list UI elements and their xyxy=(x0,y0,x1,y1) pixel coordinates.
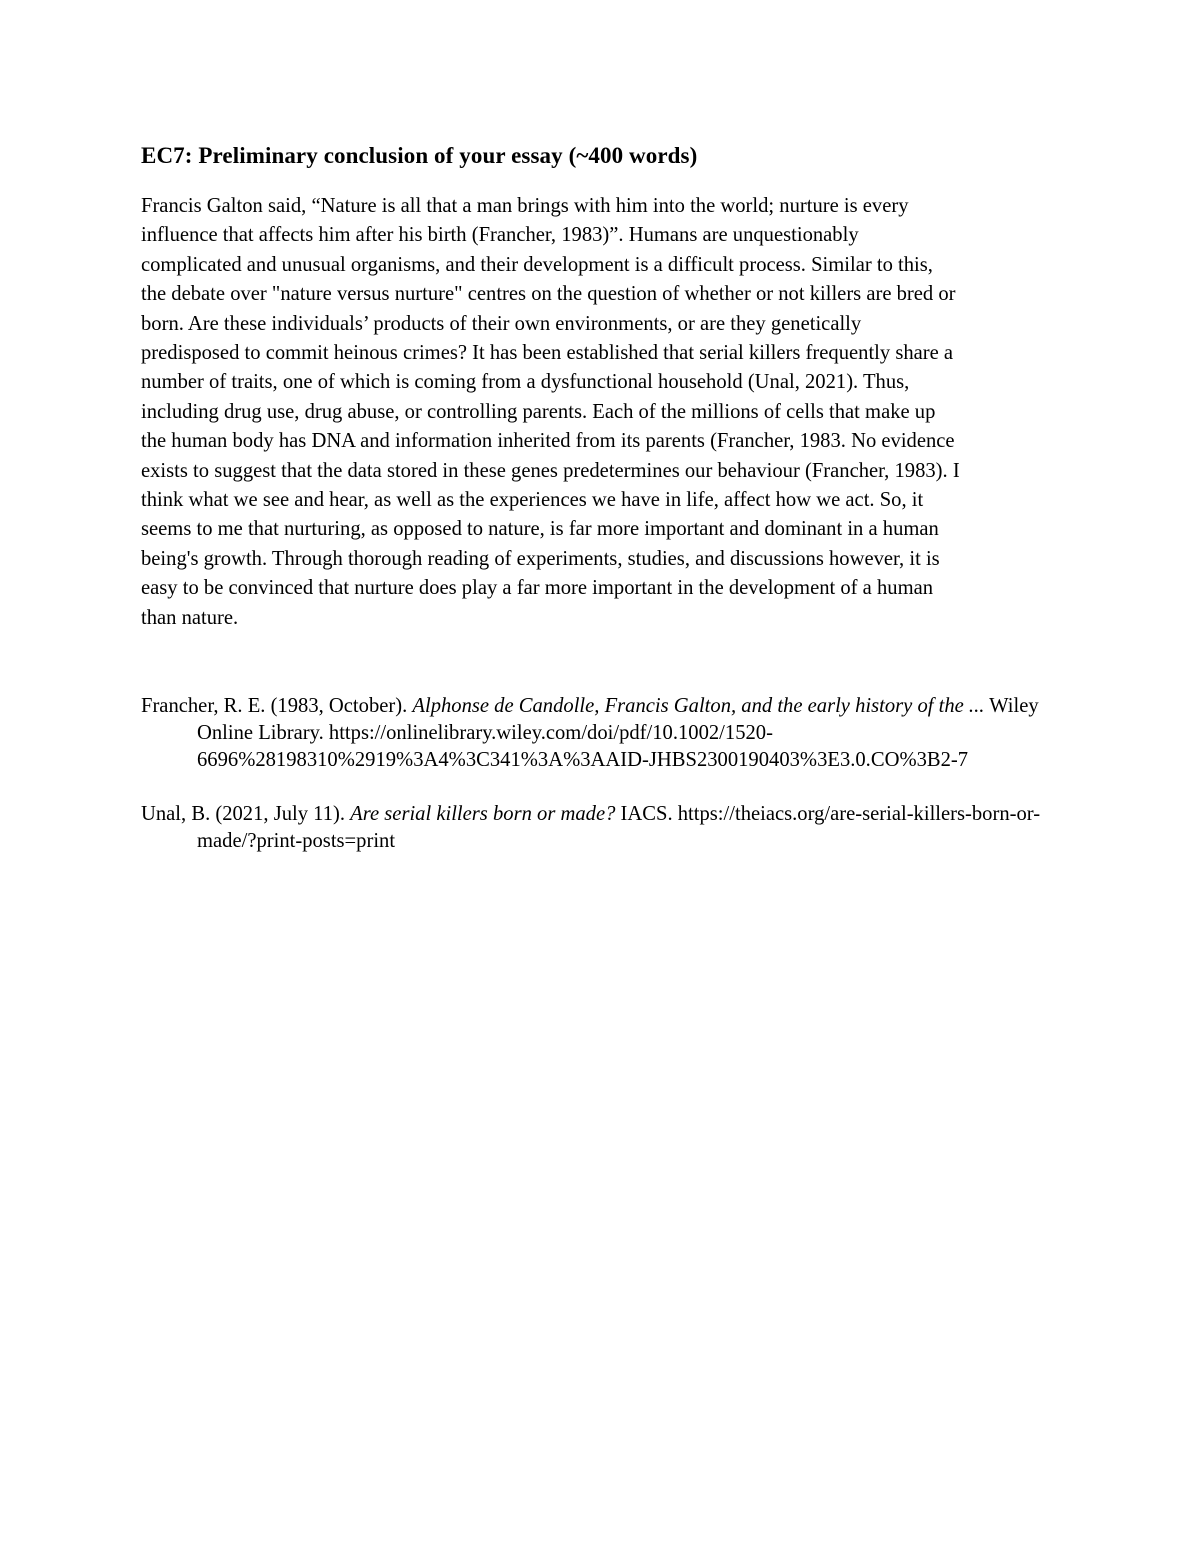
paragraph-line: seems to me that nurturing, as opposed to nature, is far more important and dominant in a human xyxy=(141,518,939,541)
paragraph-line: influence that affects him after his birth (Francher, 1983)”. Humans are unquestionably xyxy=(141,224,859,247)
reference-entry-unal xyxy=(141,801,1066,855)
essay-heading: EC7: Preliminary conclusion of your essay (~400 words) xyxy=(141,143,698,168)
paragraph-line: number of traits, one of which is coming from a dysfunctional household (Unal, 2021). Thus, xyxy=(141,371,910,394)
paragraph-line: complicated and unusual organisms, and their development is a difficult process. Similar to this, xyxy=(141,253,933,276)
reference-suffix: Wiley Online Library. https://onlinelibrary.wiley.com/doi/pdf/10.1002/1520-6696%28198310%2919%3A4%3C341%3A%3AAID-JHBS2300190403%3E3.0.CO%3B2-7 xyxy=(197,695,1039,772)
reference-prefix: Francher, R. E. (1983, October). xyxy=(141,695,413,718)
paragraph-line: born. Are these individuals’ products of their own environments, or are they genetically xyxy=(141,312,862,335)
reference-title: Alphonse de Candolle, Francis Galton, and the early history of the ... xyxy=(412,695,985,718)
paragraph-line: Francis Galton said, “Nature is all that a man brings with him into the world; nurture is every xyxy=(141,195,909,217)
paragraph-line: the debate over "nature versus nurture" centres on the question of whether or not killers are bred or xyxy=(141,283,956,306)
paragraph-line: exists to suggest that the data stored in these genes predetermines our behaviour (Francher, 1983). I xyxy=(141,459,960,482)
reference-title: Are serial killers born or made? xyxy=(350,803,616,826)
paragraph-line: being's growth. Through thorough reading of experiments, studies, and discussions however, it is xyxy=(141,547,940,570)
reference-prefix: Unal, B. (2021, July 11). xyxy=(141,803,351,826)
document-content xyxy=(141,140,1066,882)
reference-list xyxy=(141,693,1066,855)
paragraph-line: think what we see and hear, as well as the experiences we have in life, affect how we act. So, it xyxy=(141,489,924,512)
conclusion-paragraph xyxy=(141,192,1066,633)
paragraph-line: than nature. xyxy=(141,606,239,629)
paragraph-line: predisposed to commit heinous crimes? It has been established that serial killers frequently share a xyxy=(141,342,954,365)
paragraph-line: the human body has DNA and information inherited from its parents (Francher, 1983. No evidence xyxy=(141,430,955,453)
paragraph-line: including drug use, drug abuse, or controlling parents. Each of the millions of cells that make up xyxy=(141,400,936,423)
reference-suffix: IACS. https://theiacs.org/are-serial-killers-born-or-made/?print-posts=print xyxy=(197,803,1041,853)
reference-entry-francher xyxy=(141,693,1066,774)
paragraph-line: easy to be convinced that nurture does play a far more important in the development of a human xyxy=(141,577,934,600)
